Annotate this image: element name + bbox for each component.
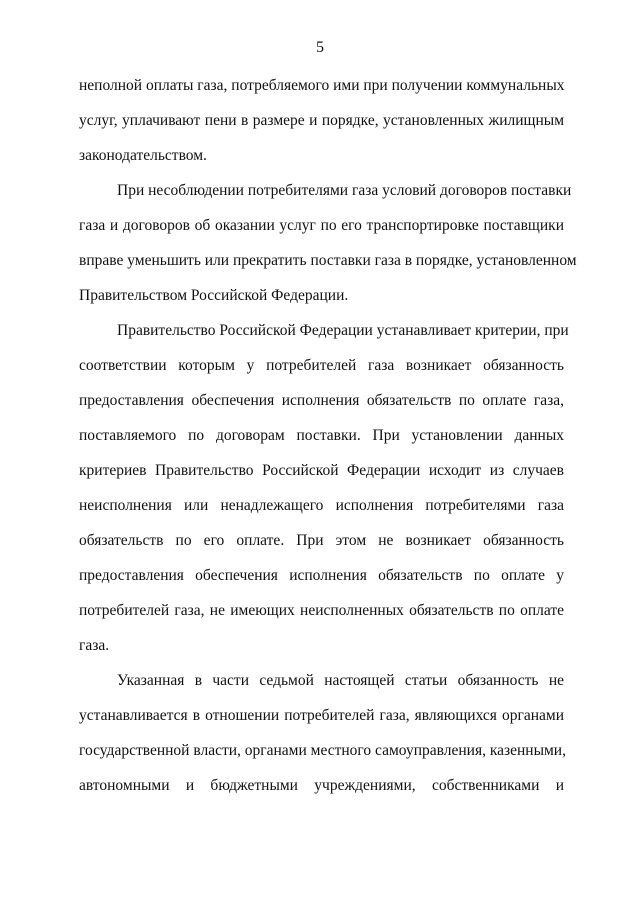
text-line: устанавливается в отношении потребителей газа, являющихся органами xyxy=(79,707,564,724)
text-line: государственной власти, органами местного самоуправления, казенными, xyxy=(79,742,566,759)
text-line: предоставления обеспечения исполнения обязательств по оплате газа, xyxy=(79,392,564,409)
text-line: законодательством. xyxy=(79,147,207,164)
text-line: потребителей газа, не имеющих неисполненных обязательств по оплате xyxy=(79,602,564,619)
text-line: газа. xyxy=(79,637,110,654)
text-line: неполной оплаты газа, потребляемого ими при получении коммунальных xyxy=(79,77,565,94)
text-line: услуг, уплачивают пени в размере и порядке, установленных жилищным xyxy=(79,112,564,129)
text-line: обязательств по его оплате. При этом не возникает обязанность xyxy=(79,532,564,549)
paragraph-first-line: При несоблюдении потребителями газа условий договоров поставки xyxy=(117,182,572,199)
text-line: вправе уменьшить или прекратить поставки газа в порядке, установленном xyxy=(79,252,577,269)
text-line: газа и договоров об оказании услуг по его транспортировке поставщики xyxy=(79,217,564,234)
paragraph-first-line: Правительство Российской Федерации устанавливает критерии, при xyxy=(117,322,569,339)
text-line: автономными и бюджетными учреждениями, собственниками и xyxy=(79,777,564,794)
text-line: предоставления обеспечения исполнения обязательств по оплате у xyxy=(79,567,564,584)
text-line: Правительством Российской Федерации. xyxy=(79,287,349,304)
text-line: поставляемого по договорам поставки. При установлении данных xyxy=(79,427,564,444)
text-line: неисполнения или ненадлежащего исполнения потребителями газа xyxy=(79,497,564,514)
text-line: соответствии которым у потребителей газа возникает обязанность xyxy=(79,357,564,374)
text-line: критериев Правительство Российской Федерации исходит из случаев xyxy=(79,462,564,479)
paragraph-first-line: Указанная в части седьмой настоящей статьи обязанность не xyxy=(117,672,564,689)
page-number: 5 xyxy=(316,39,324,56)
